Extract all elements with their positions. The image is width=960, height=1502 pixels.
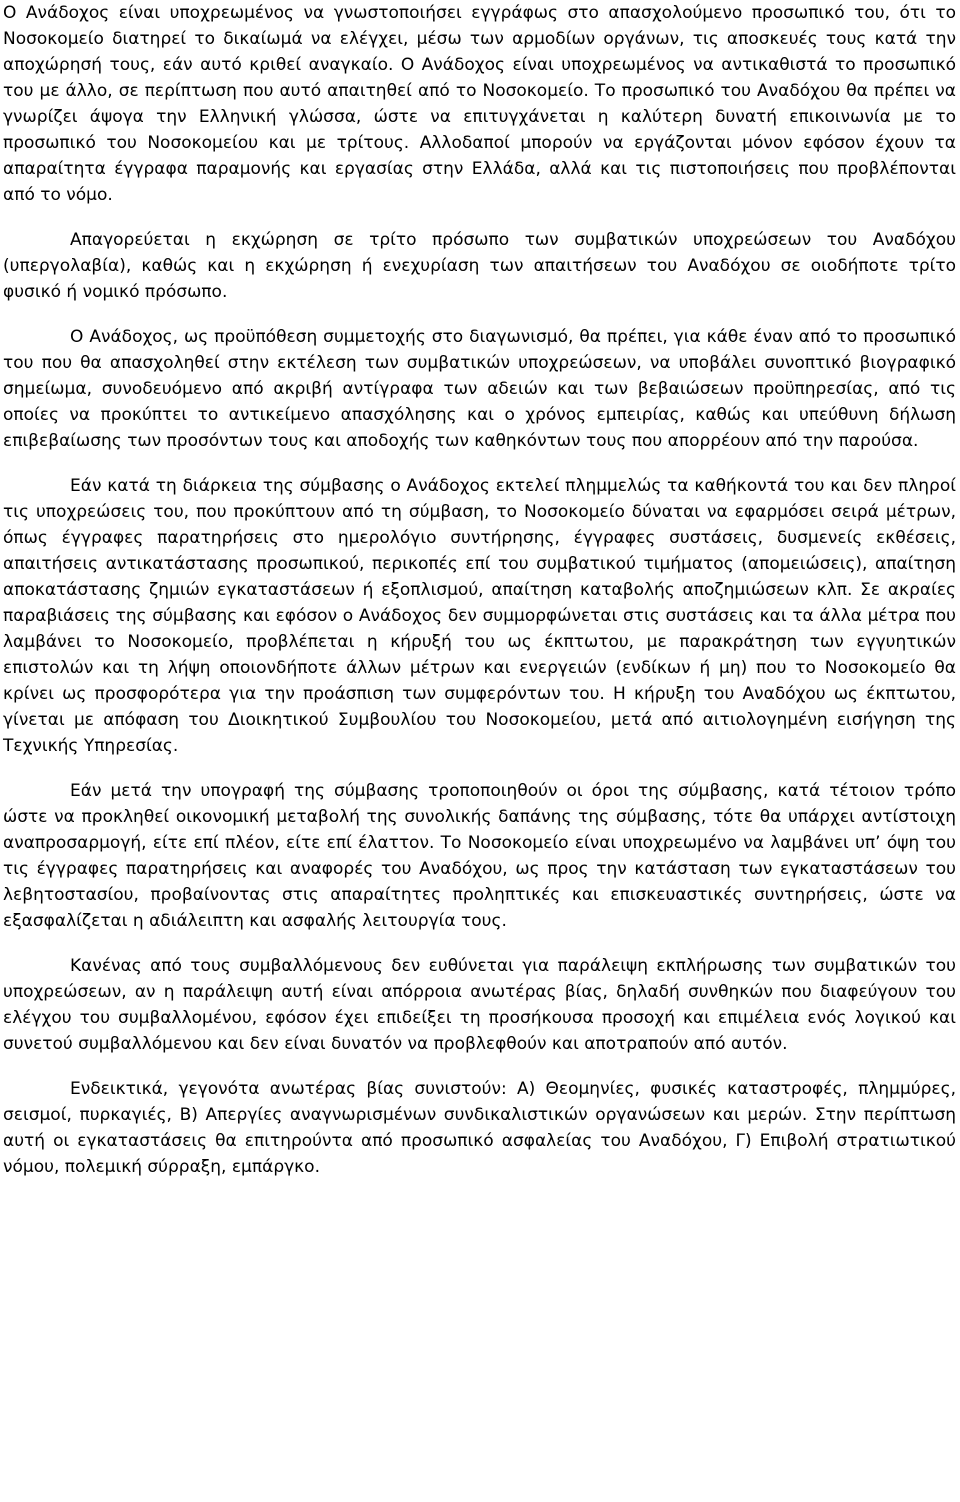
paragraph-force-majeure: Κανένας από τους συμβαλλόμενους δεν ευθύνεται για παράλειψη εκπλήρωσης των συμβατικών του υποχρεώσεων, αν η παράλειψη αυτή είναι απόρροια ανωτέρας βίας, δηλαδή συνθηκών που διαφεύγουν του ελέγχου του συμβαλλομένου, εφόσον έχει επιδείξει τη προσήκουσα προσοχή και επιμέλεια ενός λογικού και συνετού συμβαλλόμενου και δεν είναι δυνατόν να προβλεφθούν και αποτραπούν από αυτόν. <box>3 956 956 1054</box>
paragraph-staff-obligations: Ο Ανάδοχος είναι υποχρεωμένος να γνωστοποιήσει εγγράφως στο απασχολούμενο προσωπικό του, ότι το Νοσοκομείο διατηρεί το δικαίωμά να ελέγχει, μέσω των αρμοδίων οργάνων, τις αποσκευές τους κατά την αποχώρησή τους, εάν αυτό κριθεί αναγκαίο. Ο Ανάδοχος είναι υποχρεωμένος να αντικαθιστά το προσωπικό του με άλλο, σε περίπτωση που αυτό απαιτηθεί από το Νοσοκομείο. Το προσωπικό του Αναδόχου θα πρέπει να γνωρίζει άψογα την Ελληνική γλώσσα, ώστε να επιτυγχάνεται η καλύτερη δυνατή επικοινωνία με το προσωπικό του Νοσοκομείου και με τρίτους. Αλλοδαποί μπορούν να εργάζονται μόνον εφόσον έχουν τα απαραίτητα έγγραφα παραμονής και εργασίας στην Ελλάδα, αλλά και τις πιστοποιήσεις που προβλέπονται από το νόμο. <box>3 3 956 205</box>
paragraph-force-majeure-examples: Ενδεικτικά, γεγονότα ανωτέρας βίας συνιστούν: Α) Θεομηνίες, φυσικές καταστροφές, πλημμύρες, σεισμοί, πυρκαγιές, Β) Απεργίες αναγνωρισμένων συνδικαλιστικών οργανώσεων και μερών. Στην περίπτωση αυτή οι εγκαταστάσεις θα επιτηρούντα από προσωπικό ασφαλείας του Αναδόχου, Γ) Επιβολή στρατιωτικού νόμου, πολεμική σύρραξη, εμπάργκο. <box>3 1079 956 1177</box>
paragraph-staff-cv-requirements: Ο Ανάδοχος, ως προϋπόθεση συμμετοχής στο διαγωνισμό, θα πρέπει, για κάθε έναν από το προσωπικό του που θα απασχοληθεί στην εκτέλεση των συμβατικών υποχρεώσεων, να υποβάλει συνοπτικό βιογραφικό σημείωμα, συνοδευόμενο από ακριβή αντίγραφα των αδειών και των βεβαιώσεων προϋπηρεσίας, από τις οποίες να προκύπτει το αντικείμενο απασχόλησης και ο χρόνος εμπειρίας, καθώς και υπεύθυνη δήλωση επιβεβαίωσης των προσόντων τους και αποδοχής των καθηκόντων τους που απορρέουν από την παρούσα. <box>3 327 956 451</box>
paragraph-breach-measures: Εάν κατά τη διάρκεια της σύμβασης ο Ανάδοχος εκτελεί πλημμελώς τα καθήκοντά του και δεν πληροί τις υποχρεώσεις του, που προκύπτουν από τη σύμβαση, το Νοσοκομείο δύναται να εφαρμόσει σειρά μέτρων, όπως έγγραφες παρατηρήσεις στο ημερολόγιο συντήρησης, έγγραφες συστάσεις, δυσμενείς εκθέσεις, απαιτήσεις αντικατάστασης προσωπικού, περικοπές επί του συμβατικού τιμήματος (απομειώσεις), απαίτηση αποκατάστασης ζημιών εγκαταστάσεων ή εξοπλισμού, απαίτηση καταβολής αποζημιώσεων κλπ. Σε ακραίες παραβιάσεις της σύμβασης και εφόσον ο Ανάδοχος δεν συμμορφώνεται στις συστάσεις και τα άλλα μέτρα που λαμβάνει το Νοσοκομείο, προβλέπεται η κήρυξή του ως έκπτωτου, με παρακράτηση των εγγυητικών επιστολών και τη λήψη οποιονδήποτε άλλων μέτρων και ενεργειών (ενδίκων ή μη) που το Νοσοκομείο θα κρίνει ως προσφορότερα για την προάσπιση των συμφερόντων του. Η κήρυξη του Αναδόχου ως έκπτωτου, γίνεται με απόφαση του Διοικητικού Συμβουλίου του Νοσοκομείου, μετά από αιτιολογημένη εισήγηση της Τεχνικής Υπηρεσίας. <box>3 476 956 756</box>
paragraph-assignment-prohibition: Απαγορεύεται η εκχώρηση σε τρίτο πρόσωπο των συμβατικών υποχρεώσεων του Αναδόχου (υπεργολαβία), καθώς και η εκχώρηση ή ενεχυρίαση των απαιτήσεων του Αναδόχου σε οιοδήποτε τρίτο φυσικό ή νομικό πρόσωπο. <box>3 230 956 302</box>
paragraph-contract-modifications: Εάν μετά την υπογραφή της σύμβασης τροποποιηθούν οι όροι της σύμβασης, κατά τέτοιον τρόπο ώστε να προκληθεί οικονομική μεταβολή της συνολικής δαπάνης της σύμβασης, τότε θα υπάρχει αντίστοιχη αναπροσαρμογή, είτε επί πλέον, είτε επί έλαττον. Το Νοσοκομείο είναι υποχρεωμένο να λαμβάνει υπ’ όψη του τις έγγραφες παρατηρήσεις και αναφορές του Αναδόχου, ως προς την κατάσταση των εγκαταστάσεων του λεβητοστασίου, προβαίνοντας στις απαραίτητες προληπτικές και επισκευαστικές συντηρήσεις, ώστε να εξασφαλίζεται η αδιάλειπτη και ασφαλής λειτουργία τους. <box>3 781 956 931</box>
